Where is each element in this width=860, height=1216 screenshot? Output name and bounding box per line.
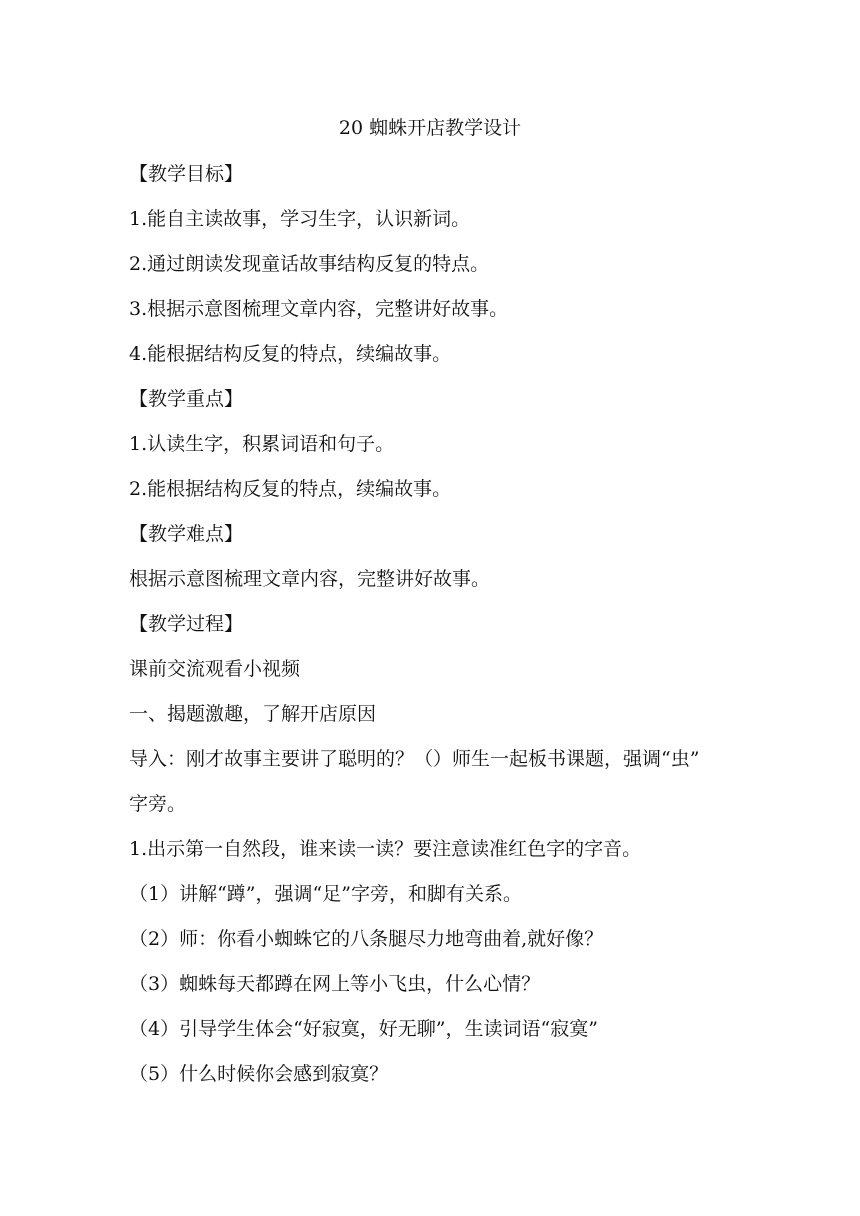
section-heading-difficulties: 【教学难点】 (129, 523, 244, 545)
objective-item: 1.能自主读故事，学习生字，认识新词。 (129, 208, 471, 230)
process-sub-item: （4）引导学生体会“好寂寞，好无聊”，生读词语“寂寞” (129, 1018, 598, 1040)
process-paragraph: 导入：刚才故事主要讲了聪明的？（）师生一起板书课题，强调“虫” (129, 748, 700, 770)
process-sub-item: （3）蜘蛛每天都蹲在网上等小飞虫，什么心情？ (129, 973, 541, 995)
section-heading-key-points: 【教学重点】 (129, 388, 244, 410)
process-paragraph: 1.出示第一自然段，谁来读一读？要注意读准红色字的字音。 (129, 838, 642, 860)
section-heading-process: 【教学过程】 (129, 613, 244, 635)
key-point-item: 2.能根据结构反复的特点，续编故事。 (129, 478, 452, 500)
objective-item: 3.根据示意图梳理文章内容，完整讲好故事。 (129, 298, 509, 320)
difficulty-item: 根据示意图梳理文章内容，完整讲好故事。 (129, 568, 491, 590)
objective-item: 2.通过朗读发现童话故事结构反复的特点。 (129, 253, 490, 275)
document-title: 20 蜘蛛开店教学设计 (338, 117, 522, 139)
section-heading-objectives: 【教学目标】 (129, 163, 244, 185)
process-paragraph-continuation: 字旁。 (129, 793, 187, 815)
process-sub-item: （5）什么时候你会感到寂寞？ (129, 1063, 389, 1085)
process-sub-item: （2）师：你看小蜘蛛它的八条腿尽力地弯曲着,就好像？ (129, 928, 604, 950)
key-point-item: 1.认读生字，积累词语和句子。 (129, 433, 395, 455)
objective-item: 4.能根据结构反复的特点，续编故事。 (129, 343, 452, 365)
process-step-heading: 一、揭题激趣，了解开店原因 (129, 703, 377, 725)
process-sub-item: （1）讲解“蹲”，强调“足”字旁，和脚有关系。 (129, 883, 522, 905)
process-paragraph: 课前交流观看小视频 (129, 658, 301, 680)
